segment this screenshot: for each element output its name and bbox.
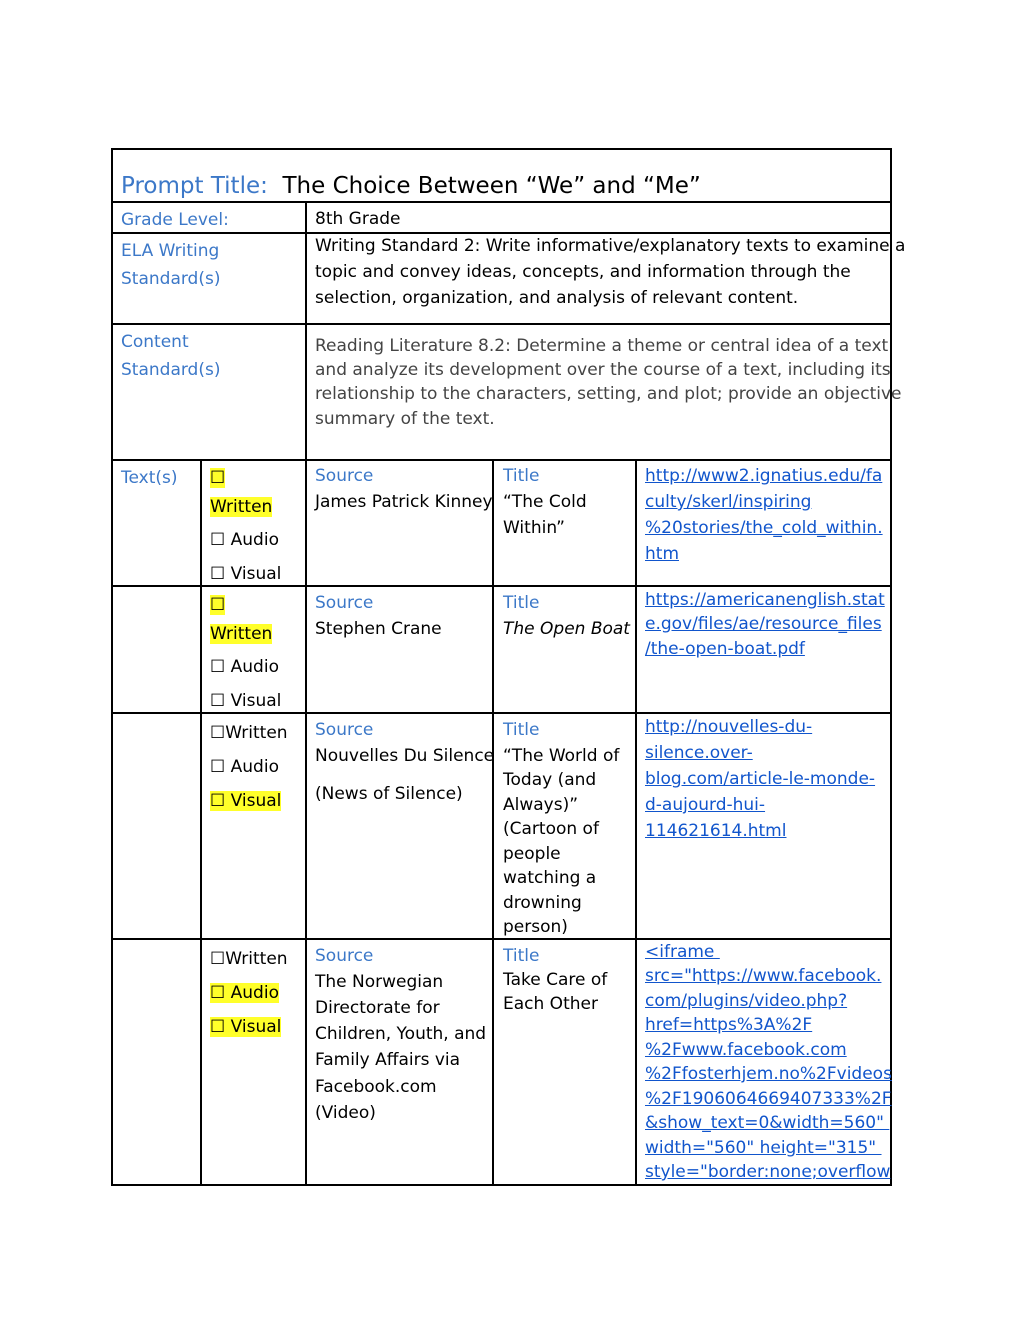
resource-link[interactable]: <iframe xyxy=(645,942,720,962)
resource-link[interactable]: http://www2.ignatius.edu/fa xyxy=(645,466,883,486)
visual-label: Visual xyxy=(230,791,282,811)
checkbox-icon: ☐ xyxy=(210,723,226,743)
resource-link[interactable]: /the-open-boat.pdf xyxy=(645,639,805,659)
checkbox-icon: ☐ xyxy=(210,949,226,969)
content-label-line2: Standard(s) xyxy=(121,360,221,380)
ela-label-line1: ELA Writing xyxy=(121,241,220,261)
title-line: The Open Boat xyxy=(503,619,630,639)
content-text-line2: and analyze its development over the course of a text, including its xyxy=(315,360,891,380)
col-divider-link xyxy=(635,459,637,1186)
resource-link[interactable]: http://nouvelles-du- xyxy=(645,717,813,737)
resource-link[interactable]: %2Ffosterhjem.no%2Fvideos xyxy=(645,1064,892,1084)
audio-checkbox[interactable] xyxy=(210,981,279,1005)
resource-link[interactable]: silence.over- xyxy=(645,743,753,763)
source-label: Source xyxy=(315,466,374,486)
content-label-line1: Content xyxy=(121,332,189,352)
resource-link[interactable]: https://americanenglish.stat xyxy=(645,590,885,610)
resource-link[interactable]: &show_text=0&width=560" xyxy=(645,1113,890,1133)
visual-label: Visual xyxy=(230,691,282,711)
visual-checkbox-highlight xyxy=(210,791,281,811)
written-label: Written xyxy=(210,624,273,644)
content-text-line1: Reading Literature 8.2: Determine a theme or central idea of a text xyxy=(315,336,889,356)
checkbox-icon: ☐ xyxy=(210,657,226,677)
col-divider-label xyxy=(305,201,307,460)
visual-checkbox[interactable] xyxy=(210,689,281,713)
source-line: James Patrick Kinney xyxy=(315,492,493,512)
visual-label: Visual xyxy=(230,564,282,584)
audio-checkbox-highlight xyxy=(210,983,279,1003)
ela-text-line2: topic and convey ideas, concepts, and information through the xyxy=(315,262,851,282)
source-line: Stephen Crane xyxy=(315,619,442,639)
checkbox-icon: ☐ xyxy=(210,595,226,615)
resource-link[interactable]: %2F1906064669407333%2F xyxy=(645,1089,892,1109)
audio-checkbox[interactable] xyxy=(210,528,279,552)
resource-link[interactable]: blog.com/article-le-monde- xyxy=(645,769,876,789)
rule-ela xyxy=(111,323,892,325)
grade-label: Grade Level: xyxy=(121,210,229,230)
audio-label: Audio xyxy=(230,983,279,1003)
source-line: Nouvelles Du Silence xyxy=(315,746,495,766)
resource-link[interactable]: com/plugins/video.php? xyxy=(645,991,848,1011)
title-line: person) xyxy=(503,917,568,937)
content-text-line4: summary of the text. xyxy=(315,409,495,429)
ela-text-line1: Writing Standard 2: Write informative/explanatory texts to examine a xyxy=(315,236,906,256)
prompt-title-text: The Choice Between “We” and “Me” xyxy=(282,173,701,199)
source-line: Family Affairs via xyxy=(315,1050,461,1070)
source-label: Source xyxy=(315,720,374,740)
resource-link[interactable]: width="560" height="315" xyxy=(645,1138,882,1158)
audio-label: Audio xyxy=(230,757,279,777)
visual-checkbox[interactable] xyxy=(210,1015,281,1039)
resource-link[interactable]: 114621614.html xyxy=(645,821,787,841)
source-line: (News of Silence) xyxy=(315,784,463,804)
source-label: Source xyxy=(315,946,374,966)
rule-text-row-3 xyxy=(111,938,892,940)
checkbox-icon: ☐ xyxy=(210,757,226,777)
visual-checkbox[interactable] xyxy=(210,789,281,813)
visual-checkbox[interactable] xyxy=(210,562,281,586)
title-line: (Cartoon of xyxy=(503,819,599,839)
source-line: (Video) xyxy=(315,1103,376,1123)
resource-link[interactable]: culty/skerl/inspiring xyxy=(645,492,812,512)
ela-label-line2: Standard(s) xyxy=(121,269,221,289)
written-checkbox[interactable] xyxy=(210,466,225,490)
written-checkbox[interactable] xyxy=(210,947,288,971)
title-line: drowning xyxy=(503,893,582,913)
source-label: Source xyxy=(315,593,374,613)
col-divider-source xyxy=(305,459,307,1186)
checkbox-icon: ☐ xyxy=(210,468,226,488)
source-line: Facebook.com xyxy=(315,1077,437,1097)
prompt-title-label: Prompt Title: xyxy=(121,173,268,199)
visual-label: Visual xyxy=(230,1017,282,1037)
title-line: “The Cold xyxy=(503,492,587,512)
visual-checkbox-highlight xyxy=(210,1017,281,1037)
resource-link[interactable]: %2Fwww.facebook.com xyxy=(645,1040,847,1060)
written-label: Written xyxy=(225,723,288,743)
resource-link[interactable]: e.gov/files/ae/resource_files xyxy=(645,614,882,634)
rule-content xyxy=(111,459,892,461)
content-text-line3: relationship to the characters, setting, and plot; provide an objective xyxy=(315,384,902,404)
written-label: Written xyxy=(225,949,288,969)
title-line: Within” xyxy=(503,518,565,538)
checkbox-icon: ☐ xyxy=(210,530,226,550)
title-line: Always)” xyxy=(503,795,579,815)
audio-label: Audio xyxy=(230,657,279,677)
title-line: watching a xyxy=(503,868,597,888)
prompt-title-row xyxy=(121,170,701,202)
checkbox-icon: ☐ xyxy=(210,791,226,811)
checkbox-icon: ☐ xyxy=(210,983,226,1003)
texts-label: Text(s) xyxy=(121,468,178,488)
resource-link[interactable]: src="https://www.facebook. xyxy=(645,966,882,986)
title-line: Take Care of xyxy=(503,970,608,990)
grade-value: 8th Grade xyxy=(315,209,401,229)
ela-text-line3: selection, organization, and analysis of relevant content. xyxy=(315,288,799,308)
title-label: Title xyxy=(503,466,540,486)
audio-checkbox[interactable] xyxy=(210,655,279,679)
resource-link[interactable]: htm xyxy=(645,544,679,564)
title-label: Title xyxy=(503,946,540,966)
resource-link[interactable]: d-aujourd-hui- xyxy=(645,795,766,815)
title-label: Title xyxy=(503,593,540,613)
written-label: Written xyxy=(210,497,273,517)
col-divider-title xyxy=(492,459,494,1186)
source-line: The Norwegian xyxy=(315,972,444,992)
title-line: “The World of xyxy=(503,746,620,766)
checkbox-icon: ☐ xyxy=(210,691,226,711)
audio-checkbox[interactable] xyxy=(210,755,279,779)
title-line: Today (and xyxy=(503,770,597,790)
written-checkbox[interactable] xyxy=(210,593,225,617)
source-line: Children, Youth, and xyxy=(315,1024,487,1044)
title-label: Title xyxy=(503,720,540,740)
resource-link[interactable]: %20stories/the_cold_within. xyxy=(645,518,883,538)
checkbox-icon: ☐ xyxy=(210,564,226,584)
checkbox-icon: ☐ xyxy=(210,1017,226,1037)
title-line: people xyxy=(503,844,561,864)
written-checkbox[interactable] xyxy=(210,721,288,745)
title-line: Each Other xyxy=(503,994,598,1014)
source-line: Directorate for xyxy=(315,998,440,1018)
col-divider-checkbox xyxy=(200,459,202,1186)
resource-link[interactable]: href=https%3A%2F xyxy=(645,1015,813,1035)
audio-label: Audio xyxy=(230,530,279,550)
resource-link[interactable]: style="border:none;overflow xyxy=(645,1162,891,1182)
